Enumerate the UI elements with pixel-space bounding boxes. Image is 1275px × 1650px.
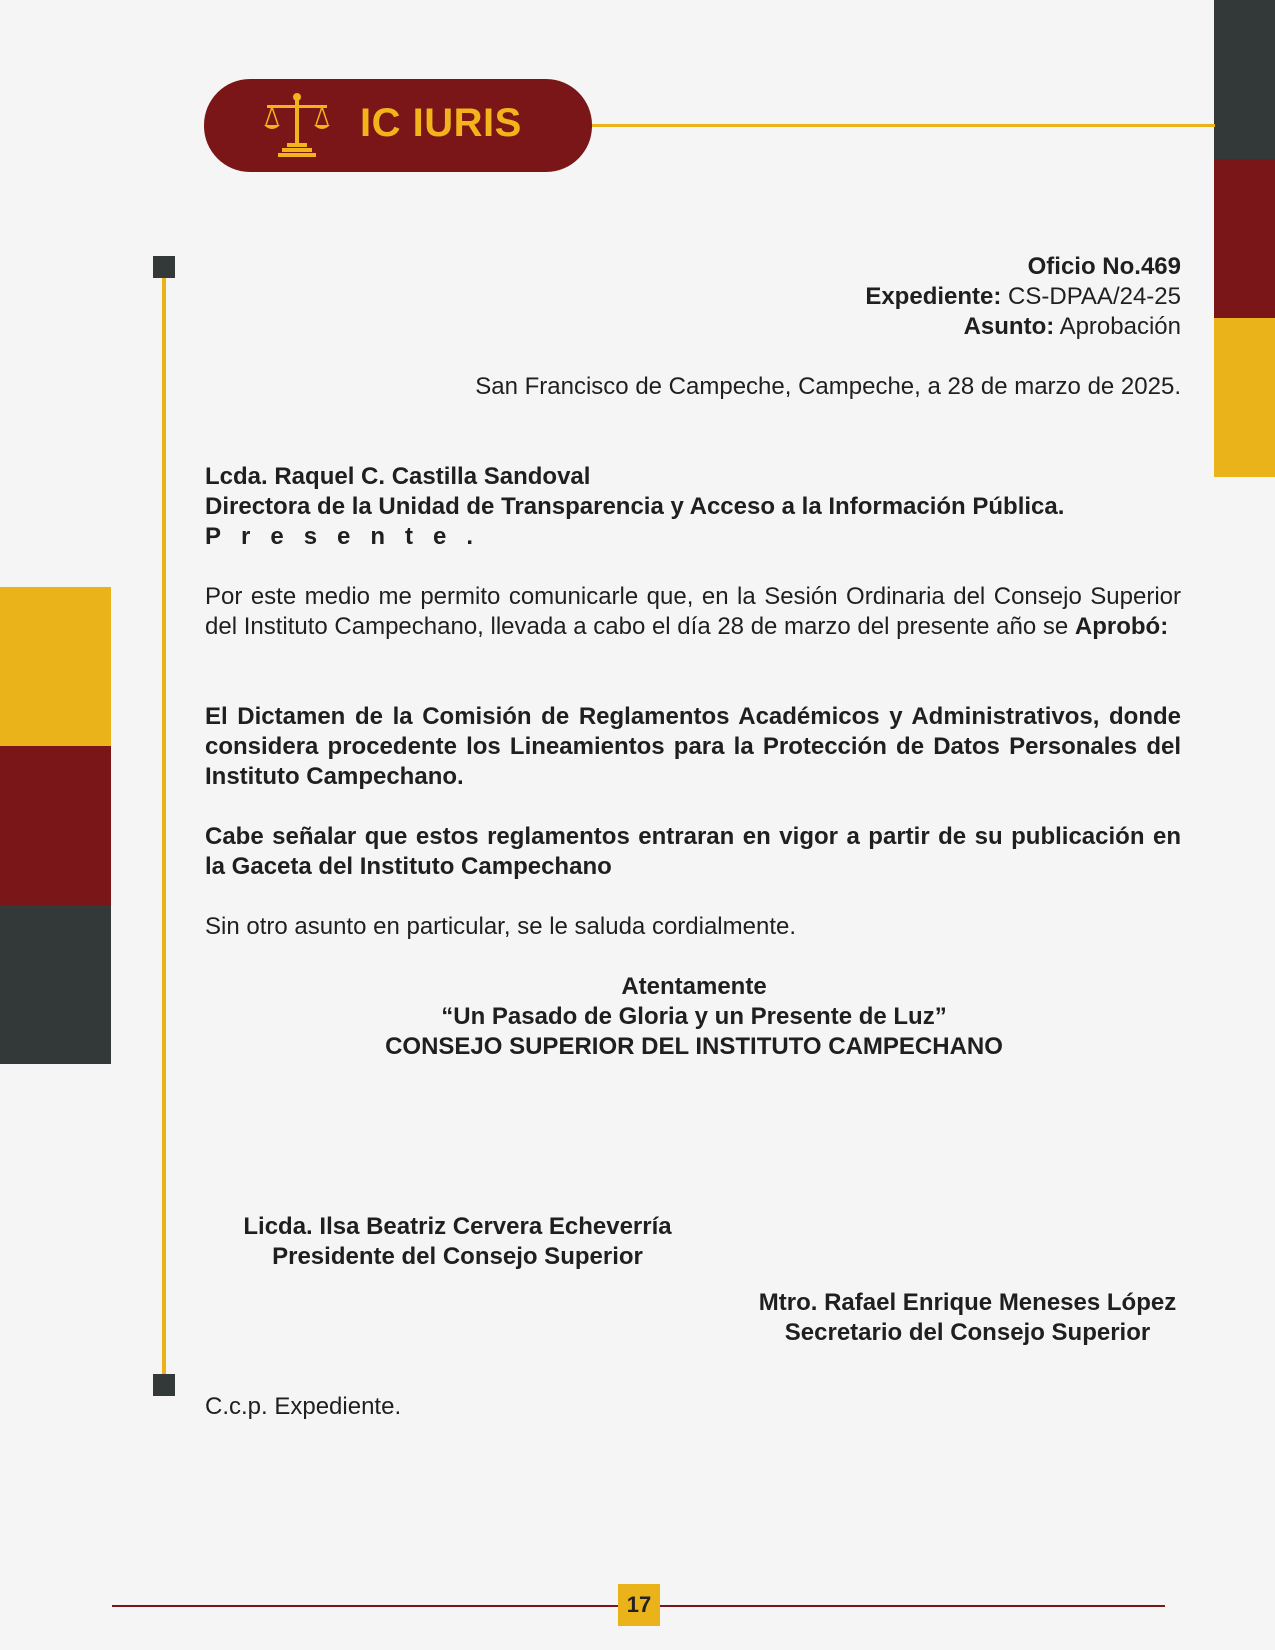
signoff-motto: “Un Pasado de Gloria y un Presente de Luz” xyxy=(441,1003,947,1030)
reference-block xyxy=(865,252,1181,342)
page-number: 17 xyxy=(618,1584,660,1626)
intro-text: Por este medio me permito comunicarle que, en la Sesión Ordinaria del Consejo Superior del Instituto Campechano, llevada a cabo el día 28 de marzo del presente año se xyxy=(205,583,1181,640)
expediente-line xyxy=(865,282,1181,312)
intro-paragraph xyxy=(205,582,1181,642)
secretary-title: Secretario del Consejo Superior xyxy=(784,1319,1151,1346)
left-timeline-line xyxy=(162,271,166,1380)
right-stripe-maroon xyxy=(1214,159,1275,318)
asunto-line xyxy=(865,312,1181,342)
timeline-square-top xyxy=(153,256,175,278)
left-stripe-charcoal xyxy=(0,905,111,1064)
timeline-square-bottom xyxy=(153,1374,175,1396)
expediente-value: CS-DPAA/24-25 xyxy=(1008,283,1181,310)
place-date: San Francisco de Campeche, Campeche, a 28 de marzo de 2025. xyxy=(475,373,1181,400)
asunto-value: Aprobación xyxy=(1059,313,1181,340)
right-stripe-gold xyxy=(1214,318,1275,477)
recipient-name: Lcda. Raquel C. Castilla Sandoval xyxy=(205,463,591,490)
closing-paragraph: Sin otro asunto en particular, se le saluda cordialmente. xyxy=(205,913,797,940)
presente: Presente. xyxy=(205,523,494,550)
signoff xyxy=(335,972,1053,1062)
signoff-council: CONSEJO SUPERIOR DEL INSTITUTO CAMPECHANO xyxy=(385,1033,1003,1060)
asunto-label: Asunto: xyxy=(963,313,1055,340)
president-signature xyxy=(205,1212,710,1272)
header-rule xyxy=(592,124,1215,127)
recipient-position: Directora de la Unidad de Transparencia y Acceso a la Información Pública. xyxy=(205,493,1065,520)
oficio-number: Oficio No.469 xyxy=(1027,253,1181,280)
secretary-name: Mtro. Rafael Enrique Meneses López xyxy=(758,1289,1177,1316)
dictamen-paragraph: El Dictamen de la Comisión de Reglamentos Académicos y Administrativos, donde considera procedente los Lineamientos para la Protección de Datos Personales del Instituto Campechano. xyxy=(205,703,1181,790)
secretary-signature xyxy=(710,1288,1225,1348)
brand-title: IC IURIS xyxy=(360,101,522,145)
vigor-paragraph: Cabe señalar que estos reglamentos entraran en vigor a partir de su publicación en la Gaceta del Instituto Campechano xyxy=(205,823,1181,880)
president-title: Presidente del Consejo Superior xyxy=(272,1243,643,1270)
left-stripe-maroon xyxy=(0,746,111,905)
expediente-label: Expediente: xyxy=(865,283,1002,310)
signoff-atentamente: Atentamente xyxy=(621,973,767,1000)
left-stripe-gold xyxy=(0,587,111,746)
scales-of-justice-icon xyxy=(262,91,332,159)
ccp-note: C.c.p. Expediente. xyxy=(205,1393,402,1420)
intro-bold: Aprobó: xyxy=(1074,613,1169,640)
president-name: Licda. Ilsa Beatriz Cervera Echeverría xyxy=(243,1213,672,1240)
header-brand-pill xyxy=(204,79,592,172)
right-stripe-charcoal xyxy=(1214,0,1275,159)
